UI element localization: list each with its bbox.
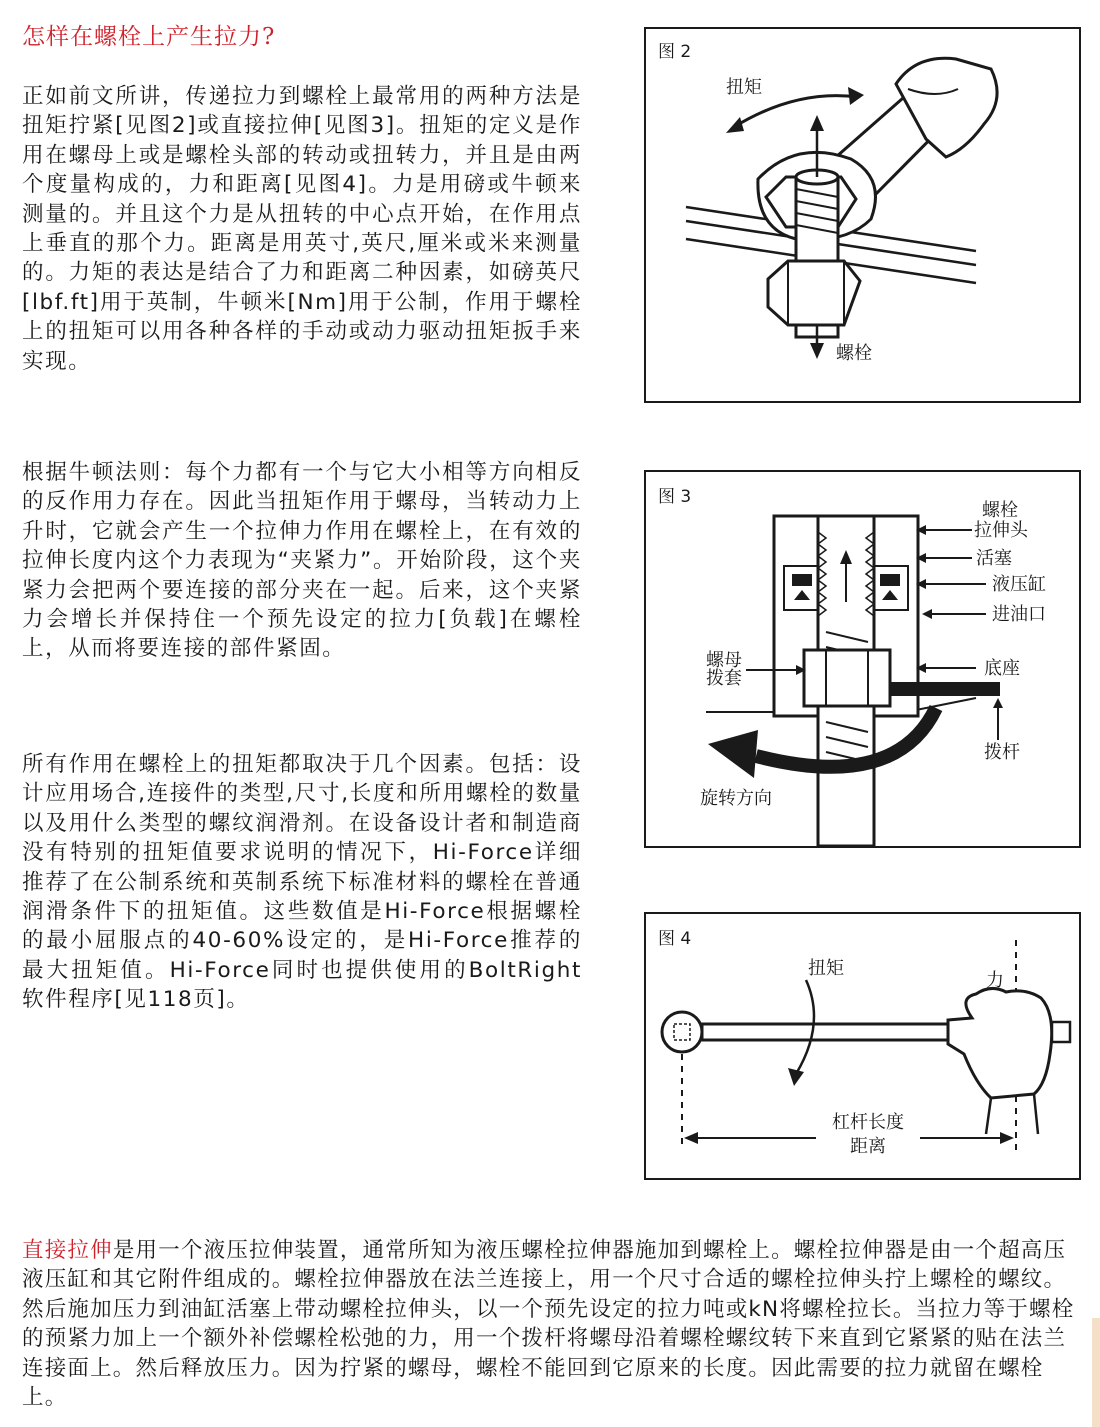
figure-2-label: 图 2 (658, 42, 692, 62)
torque-curve-arrow (734, 96, 858, 127)
label-nut-2: 拨套 (706, 668, 742, 689)
label-lever: 拨杆 (984, 742, 1020, 763)
figure-4-label: 图 4 (658, 929, 692, 949)
paragraph-torque-methods: 正如前文所讲，传递拉力到螺栓上最常用的两种方法是扭矩拧紧[见图2]或直接拉伸[见图3]。扭矩的定义是作用在螺母上或是螺栓头部的转动或扭转力，并且是由两个度量构成的，力和距离[见图4]。力是用磅或牛顿来测量的。并且这个力是从扭转的中心点开始，在作用点上垂直的那个力。距离是用英寸,英尺,厘米或米来测量的。力矩的表达是结合了力和距离二种因素，如磅英尺[lbf.ft]用于英制，牛顿米[Nm]用于公制，作用于螺栓上的扭矩可以用各种各样的手动或动力驱动扭矩扳手来实现。 (22, 84, 582, 374)
figure-4-torque-lever (644, 912, 1081, 1180)
lever-bar (890, 682, 1000, 696)
piston-left (784, 566, 820, 610)
paragraph-direct-tension (22, 1236, 1082, 1412)
label-bolt-tensioner-head-1: 螺栓 (982, 500, 1018, 521)
paragraph-torque-factors: 所有作用在螺栓上的扭矩都取决于几个因素。包括：设计应用场合,连接件的类型,尺寸,长度和所用螺栓的数量以及用什么类型的螺纹润滑剂。在设备设计者和制造商没有特别的扭矩值要求说明的情况下，Hi-Force详细推荐了在公制系统和英制系统下标准材料的螺栓在普通润滑条件下的扭矩值。这些数值是Hi-Force根据螺栓的最小屈服点的40-60%设定的，是Hi-Force推荐的最大扭矩值。Hi-Force同时也提供使用的BoltRight软件程序[见118页]。 (22, 752, 582, 1013)
arrowhead-right (848, 87, 864, 105)
page-heading: 怎样在螺栓上产生拉力? (22, 24, 276, 50)
figure-2-torque-label: 扭矩 (726, 77, 762, 98)
socket-head (662, 1012, 702, 1052)
hand-icon (948, 988, 1052, 1098)
label-rotation-direction: 旋转方向 (700, 788, 772, 809)
figure-2-illustration (646, 29, 1079, 401)
page-edge-tab (1092, 1318, 1100, 1427)
direct-tension-lead: 直接拉伸 (22, 1238, 113, 1263)
paragraph-newton-law: 根据牛顿法则：每个力都有一个与它大小相等方向相反的反作用力存在。因此当扭矩作用于螺母，当转动力上升时，它就会产生一个拉伸力作用在螺栓上，在有效的拉伸长度内这个力表现为“夹紧力”。开始阶段，这个夹紧力会把两个要连接的部分夹在一起。后来，这个夹紧力会增长并保持住一个预先设定的拉力[负载]在螺栓上，从而将要连接的部件紧固。 (22, 460, 582, 662)
label-piston: 活塞 (976, 548, 1012, 569)
label-cylinder: 液压缸 (992, 574, 1046, 595)
figure-3-bolt-tensioner (644, 470, 1081, 848)
figure-3-illustration (646, 472, 1079, 846)
piston-right (872, 566, 908, 610)
lever-arm (702, 1024, 952, 1040)
figure-4-distance-label: 距离 (850, 1136, 886, 1157)
label-oil-inlet: 进油口 (992, 604, 1046, 625)
nut (804, 650, 890, 706)
direct-tension-text: 是用一个液压拉伸装置，通常所知为液压螺栓拉伸器施加到螺栓上。螺栓拉伸器是由一个超高压液压缸和其它附件组成的。螺栓拉伸器放在法兰连接上，用一个尺寸合适的螺栓拉伸头拧上螺栓的螺纹。然后施加压力到油缸活塞上带动螺栓拉伸头，以一个预先设定的拉力吨或kN将螺栓拉长。当拉力等于螺栓的预紧力加上一个额外补偿螺栓松弛的力，用一个拨杆将螺母沿着螺栓螺纹转下来直到它紧紧的贴在法兰连接面上。然后释放压力。因为拧紧的螺母，螺栓不能回到它原来的长度。因此需要的拉力就留在螺栓上。 (22, 1238, 1075, 1411)
label-nut-1: 螺母 (706, 650, 742, 671)
figure-4-illustration (646, 914, 1079, 1178)
figure-2-torque-wrench (644, 27, 1081, 403)
label-base: 底座 (984, 658, 1020, 679)
figure-4-force-label: 力 (986, 970, 1004, 991)
figure-4-lever-length-label: 杠杆长度 (832, 1112, 904, 1133)
arrowhead-left (726, 117, 744, 133)
label-bolt-tensioner-head-2: 拉伸头 (974, 520, 1028, 541)
figure-4-torque-label: 扭矩 (808, 958, 844, 979)
hex-nut-bottom (768, 261, 860, 325)
figure-3-label: 图 3 (658, 487, 692, 507)
figure-2-bolt-label: 螺栓 (836, 343, 872, 364)
